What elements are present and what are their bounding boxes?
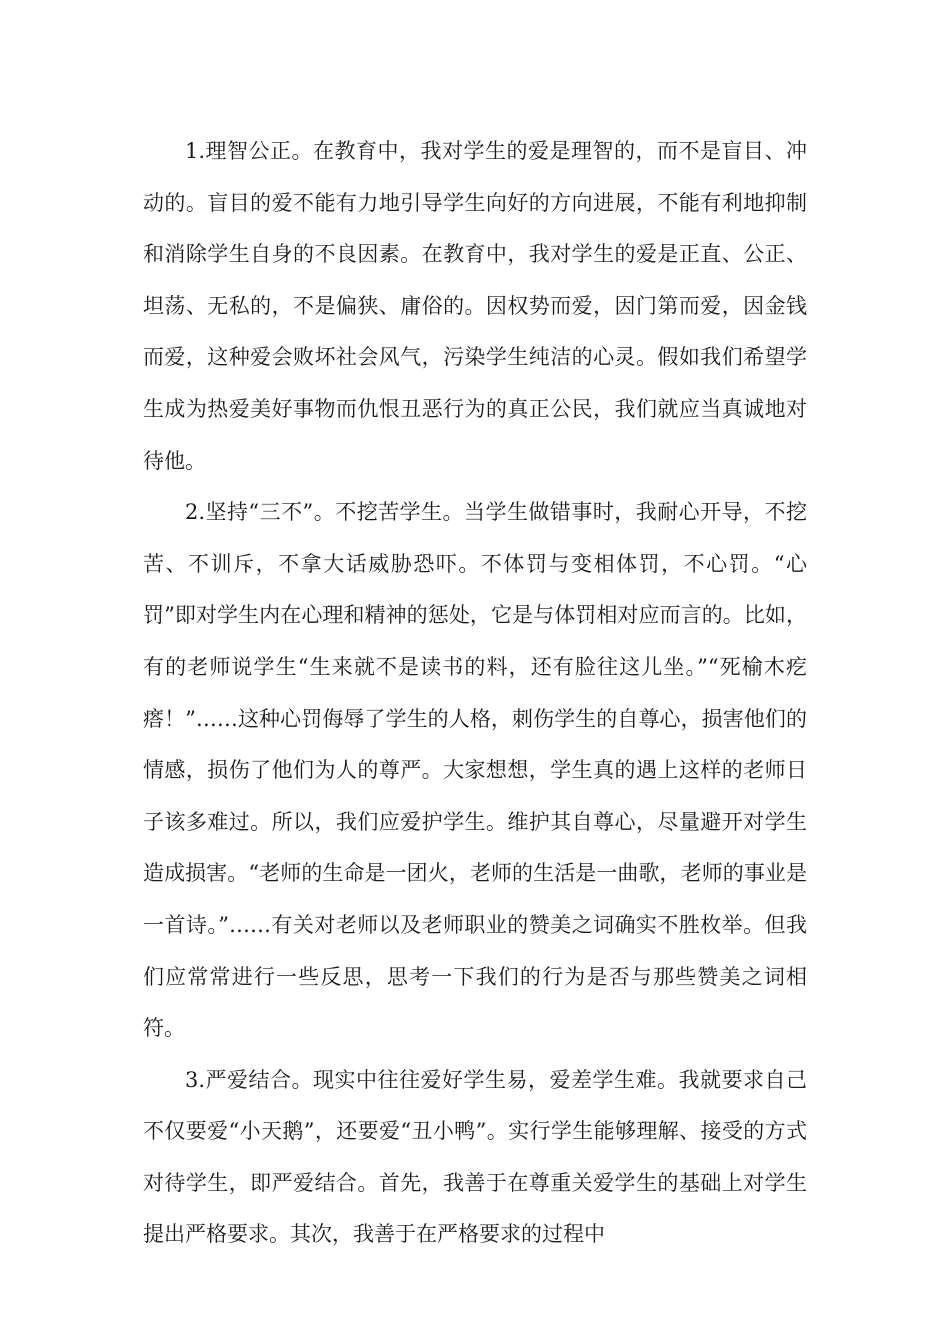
paragraph-2: 2.坚持“三不”。不挖苦学生。当学生做错事时，我耐心开导，不挖苦、不训斥，不拿大话威胁恐吓。不体罚与变相体罚，不心罚。“心罚”即对学生内在心理和精神的惩处，它是与体罚相对应而言的。比如，有的老师说学生“生来就不是读书的料，还有脸往这儿坐。”“死榆木疙瘩！”……这种心罚侮辱了学生的人格，刺伤学生的自尊心，损害他们的情感，损伤了他们为人的尊严。大家想想，学生真的遇上这样的老师日子该多难过。所以，我们应爱护学生。维护其自尊心，尽量避开对学生造成损害。“老师的生命是一团火，老师的生活是一曲歌，老师的事业是一首诗。”……有关对老师以及老师职业的赞美之词确实不胜枚举。但我们应常常进行一些反思，思考一下我们的行为是否与那些赞美之词相符。 (143, 500, 807, 1041)
document-body (143, 126, 807, 1261)
paragraph-3: 3.严爱结合。现实中往往爱好学生易，爱差学生难。我就要求自己不仅要爱“小天鹅”，还要爱“丑小鸭”。实行学生能够理解、接受的方式对待学生，即严爱结合。首先，我善于在尊重关爱学生的基础上对学生提出严格要求。其次，我善于在严格要求的过程中 (143, 1067, 807, 1247)
paragraph-1: 1.理智公正。在教育中，我对学生的爱是理智的，而不是盲目、冲动的。盲目的爱不能有力地引导学生向好的方向进展，不能有利地抑制和消除学生自身的不良因素。在教育中，我对学生的爱是正直、公正、坦荡、无私的，不是偏狭、庸俗的。因权势而爱，因门第而爱，因金钱而爱，这种爱会败坏社会风气，污染学生纯洁的心灵。假如我们希望学生成为热爱美好事物而仇恨丑恶行为的真正公民，我们就应当真诚地对待他。 (143, 139, 807, 473)
